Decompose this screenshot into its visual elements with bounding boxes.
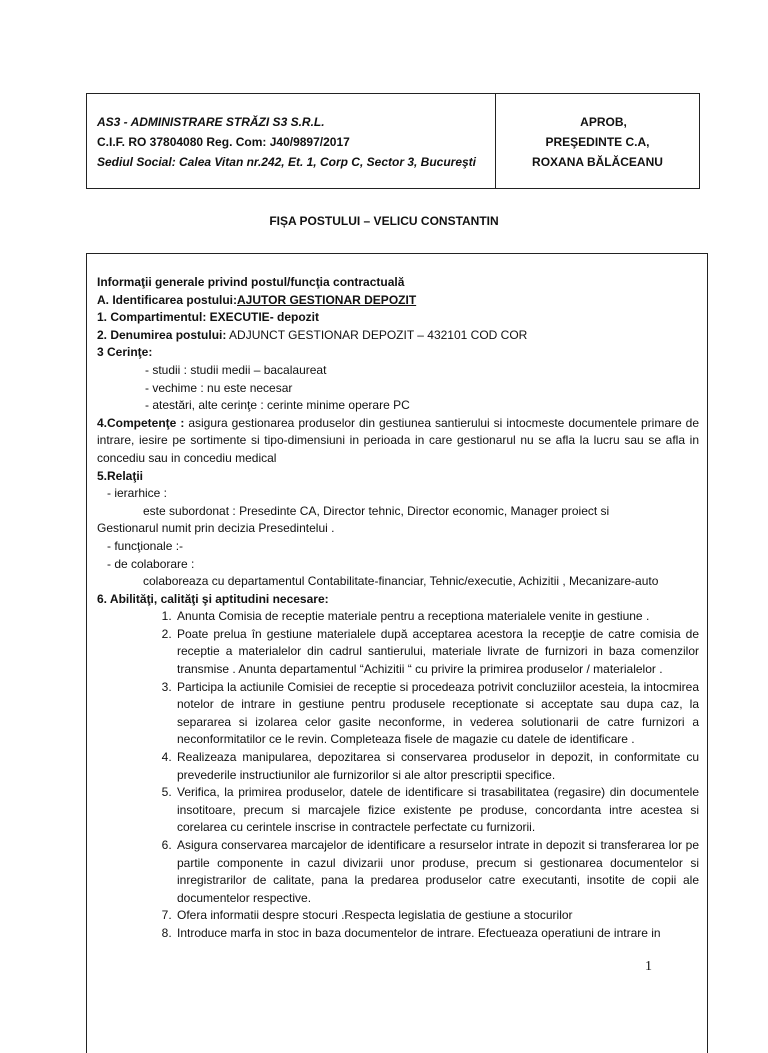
compartment: 1. Compartimentul: EXECUTIE- depozit (97, 310, 320, 325)
list-item: 6. Asigura conservarea marcajelor de identificare a resurselor intrate in depozit si transferarea lor pe partile componente in cazul divizarii unor produse, precum si gestionarea documentelor si inregistrarilor de calitate, pana la predarea produselor catre executanti, insotite de copii ale documentelor respective. (175, 837, 699, 907)
post-identification-value: AJUTOR GESTIONAR DEPOZIT (237, 292, 417, 307)
hierarchical-label: - ierarhice : (107, 486, 168, 501)
president-title: PREŞEDINTE C.A, (545, 135, 650, 149)
approval-label: APROB, (580, 115, 627, 129)
page-number: 1 (645, 959, 652, 974)
relations-label: 5.Relaţii (97, 468, 144, 483)
req-other: - atestări, alte cerinţe : cerinte minime operare PC (145, 398, 410, 413)
list-item: 1. Anunta Comisia de receptie materiale pentru a receptiona materialele venite in gestiune . (175, 608, 699, 626)
job-description-box (86, 253, 708, 1053)
list-item: 4. Realizeaza manipularea, depozitarea si conservarea produselor in depozit, in conformitate cu prevederile instructiunilor ale furnizorilor si ale altor prescriptii specifice. (175, 749, 699, 784)
post-name (97, 327, 699, 345)
req-studies: - studii : studii medii – bacalaureat (145, 362, 327, 377)
abilities-list (97, 608, 699, 942)
subordinate-line: este subordonat : Presedinte CA, Director tehnic, Director economic, Manager proiect si (143, 503, 610, 518)
post-name-value: ADJUNCT GESTIONAR DEPOZIT – 432101 COD COR (229, 327, 528, 342)
req-seniority: - vechime : nu este necesar (145, 380, 293, 395)
subordinate-cont: Gestionarul numit prin decizia Presedintelui . (97, 521, 335, 536)
competence (97, 415, 699, 468)
post-identification-label: A. Identificarea postului: (97, 292, 238, 307)
collaboration-text: colaboreaza cu departamentul Contabilitate-financiar, Tehnic/executie, Achizitii , Mecanizare-auto (143, 574, 659, 589)
competence-text: asigura gestionarea produselor din gestiunea santierului si intocmeste documentele primare de intrare, iesire pe sortimente si tipo-dimensiuni in perioada in care gestionarul nu se afla la lucru sau se afla in concediu sau in concediu medical (97, 415, 699, 465)
post-identification (97, 292, 699, 310)
company-cif: C.I.F. RO 37804080 Reg. Com: J40/9897/2017 (97, 135, 350, 149)
list-item: 8. Introduce marfa in stoc in baza documentelor de intrare. Efectueaza operatiuni de intrare in (175, 925, 699, 943)
requirements-label: 3 Cerinţe: (97, 345, 153, 360)
list-item: 5. Verifica, la primirea produselor, datele de identificare si trasabilitatea (regasire) din documentele insotitoare, precum si marcajele fizice existente pe produse, concordanta intre acestea si corelarea cu cerintele inscrise in contractele perfectate cu furnizorii. (175, 784, 699, 837)
functional-label: - funcţionale :- (107, 538, 184, 553)
list-item: 7. Ofera informatii despre stocuri .Respecta legislatia de gestiune a stocurilor (175, 907, 699, 925)
company-name: AS3 - ADMINISTRARE STRĂZI S3 S.R.L. (97, 115, 325, 129)
document-title: FIȘA POSTULUI – VELICU CONSTANTIN (269, 214, 499, 228)
company-address: Sediul Social: Calea Vitan nr.242, Et. 1, Corp C, Sector 3, Bucureşti (97, 155, 477, 169)
subordinate-text (97, 503, 699, 538)
president-name: ROXANA BĂLĂCEANU (532, 155, 663, 169)
section-general: Informaţii generale privind postul/funcţia contractuală (97, 275, 405, 289)
list-item: 3. Participa la actiunile Comisiei de receptie si procedeaza potrivit concluziilor acesteia, la intocmirea notelor de intrare in gestiune pentru produsele receptionate si acceptate sau dupa caz, la separarea si izolarea celor gasite neconforme, in vederea solutionarii de catre furnizori a neconformitatilor ce le revin. Completeaza fisele de magazie cu datele de identificare . (175, 679, 699, 749)
abilities-label: 6. Abilităţi, calităţi şi aptitudini necesare: (97, 591, 329, 606)
post-name-label: 2. Denumirea postului: (97, 327, 227, 342)
competence-label: 4.Competenţe : (97, 415, 185, 430)
header-table (86, 93, 700, 189)
list-item: 2. Poate prelua în gestiune materialele după acceptarea acestora la recepţie de catre comisia de receptie a materialelor din cadrul santierului, materiale livrate de furnizori in baza comenzilor transmise . Anunta departamentul “Achizitii “ cu privire la primirea produselor / materialelor . (175, 626, 699, 679)
collaboration-label: - de colaborare : (107, 556, 195, 571)
company-info (87, 94, 496, 188)
approval-block (496, 94, 699, 206)
